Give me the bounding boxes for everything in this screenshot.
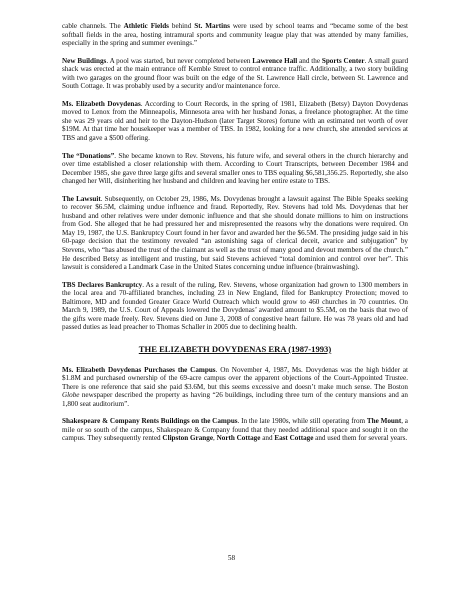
text-run: cable channels. The: [62, 22, 124, 30]
bold-run: Sports Center: [321, 56, 365, 65]
text-run: ,: [213, 434, 217, 443]
paragraph: [62, 22, 408, 48]
paragraph: [62, 281, 408, 332]
text-run: behind: [168, 22, 195, 30]
paragraph: [62, 417, 408, 443]
text-run: and: [260, 434, 275, 443]
text-run: . As a result of the ruling, Rev. Stevens, whose organization had grown to 1300 members in the local area and 70-affiliated branches, including 23 in New England, filed for Bankruptcy Protection; moved to Baltimore, MD and founded Greater Grace World Outreach which would grow to 460 churches in 70 countries. On March 9, 1989, the U.S. Court of Appeals lowered the Dovydenas’ awarded amount to $5.5M, on the basis that two of the gifts were made freely. Rev. Stevens died on June 3, 2008 of congestive heart failure. He was 78 years old and had passed duties as lead preacher to Thomas Schaller in 2005 due to declining health.: [62, 280, 408, 332]
page-number: 58: [227, 554, 236, 562]
text-run: . In the late 1980s, while still operating from: [237, 417, 367, 426]
text-run: . Subsequently, on October 29, 1986, Ms. Dovydenas brought a lawsuit against The Bible Speaks seeking to recover $6.5M, claiming undue influence and fraud. Reportedly, Rev. Stevens had told Ms. Dovydenas that her husband and other relatives were under demonic influence and that she should donate millions to him on instructions from God. She alleged that he had pressured her and misrepresented the reasons why the donations were required. On May 19, 1987, the U.S. Bankruptcy Court found in her favor and awarded her the $6.5M. The presiding judge said in his 60-page decision that the testimony revealed “an astonishing saga of clerical deceit, avarice and subjugation” by Stevens, who “has abused the trust of the claimant as well as the trust of many good and devout members of the church.” He described Betsy as intelligent and trusting, but said Stevens achieved “total dominion and control over her”. This lawsuit is considered a Landmark Case in the United States concerning undue influence (brainwashing).: [62, 194, 408, 272]
paragraph: [62, 57, 408, 91]
bold-run: St. Martins: [194, 22, 230, 30]
bold-run: The Lawsuit: [62, 194, 101, 203]
bold-run: New Buildings: [62, 56, 107, 65]
text-run: . A pool was started, but never completed between: [106, 56, 253, 65]
text-run: . According to Court Records, in the spring of 1981, Elizabeth (Betsy) Dayton Dovydenas moved to Lenox from the Minneapolis, Minnesota area with her husband Jonas, a freelance photographer. At the time she was 29 years old and heir to the Dayton-Hudson (later Target Stores) fortune with an estimated net worth of over $19M. At that time her housekeeper was a member of TBS. In 1982, looking for a new church, she attended services at TBS and gave a $500 offering.: [62, 99, 409, 143]
bold-run: The Mount: [366, 417, 402, 426]
text-run: were used by school teams and “became some of the best softball fields in the area, hosting intramural sports and community league play that was attended by many families, especially in the spring and summer evenings.”: [62, 22, 408, 48]
paragraph: [62, 152, 408, 186]
text-run: . A small guard shack was erected at the main entrance off Kemble Street to control entrance traffic. Additionally, a two story building with two garages on the ground floor was built on the edge of the St. Lawrence Hall circle, between St. Lawrence and South Cottage. It was probably used by a security and/or maintenance force.: [62, 56, 409, 91]
document-page: [62, 22, 408, 452]
bold-run: Shakespeare & Company Rents Buildings on the Campus: [62, 417, 238, 426]
bold-run: Lawrence Hall: [252, 56, 298, 65]
italic-run: Globe: [62, 391, 80, 400]
text-run: and the: [297, 56, 322, 65]
bold-run: Ms. Elizabeth Dovydenas: [62, 99, 141, 108]
text-run: . She became known to Rev. Stevens, his future wife, and several others in the church hierarchy and over time established a closer relationship with them. According to Court Transcripts, between December 1984 and December 1985, she gave three large gifts and several smaller ones to TBS equaling $6,581,356.25. Reportedly, she also changed her Will, disinheriting her husband and children and leaving her entire estate to TBS.: [62, 151, 408, 186]
paragraph: [62, 195, 408, 272]
bold-run: The “Donations”: [62, 151, 115, 160]
bold-run: Clipston Grange: [162, 434, 214, 443]
paragraph: [62, 366, 408, 409]
body-text-upper: [62, 22, 408, 332]
text-run: , a mile or so south of the campus, Shakespeare & Company found that they needed additional space and sought it on the campus. They subsequently rented: [62, 417, 408, 443]
bold-run: Ms. Elizabeth Dovydenas Purchases the Campus: [62, 365, 216, 374]
text-run: and used them for several years.: [313, 434, 408, 443]
section-heading: THE ELIZABETH DOVYDENAS ERA (1987-1993): [138, 343, 332, 354]
bold-run: North Cottage: [216, 434, 261, 443]
bold-run: East Cottage: [274, 434, 314, 443]
body-text-lower: [62, 366, 408, 443]
text-run: newspaper described the property as having “26 buildings, including three turn of the century mansions and an 1,800 seat auditorium”.: [62, 391, 408, 408]
paragraph: [62, 100, 408, 143]
bold-run: Athletic Fields: [123, 22, 169, 30]
text-run: . On November 4, 1987, Ms. Dovydenas was the high bidder at $1.8M and purchased ownership of the 69-acre campus over the apparent objections of the Court-Appointed Trustee. There is one reference that said she paid $3.6M, but this seems excessive and doesn’t make much sense. The Boston: [62, 365, 409, 391]
bold-run: TBS Declares Bankruptcy: [62, 280, 143, 289]
